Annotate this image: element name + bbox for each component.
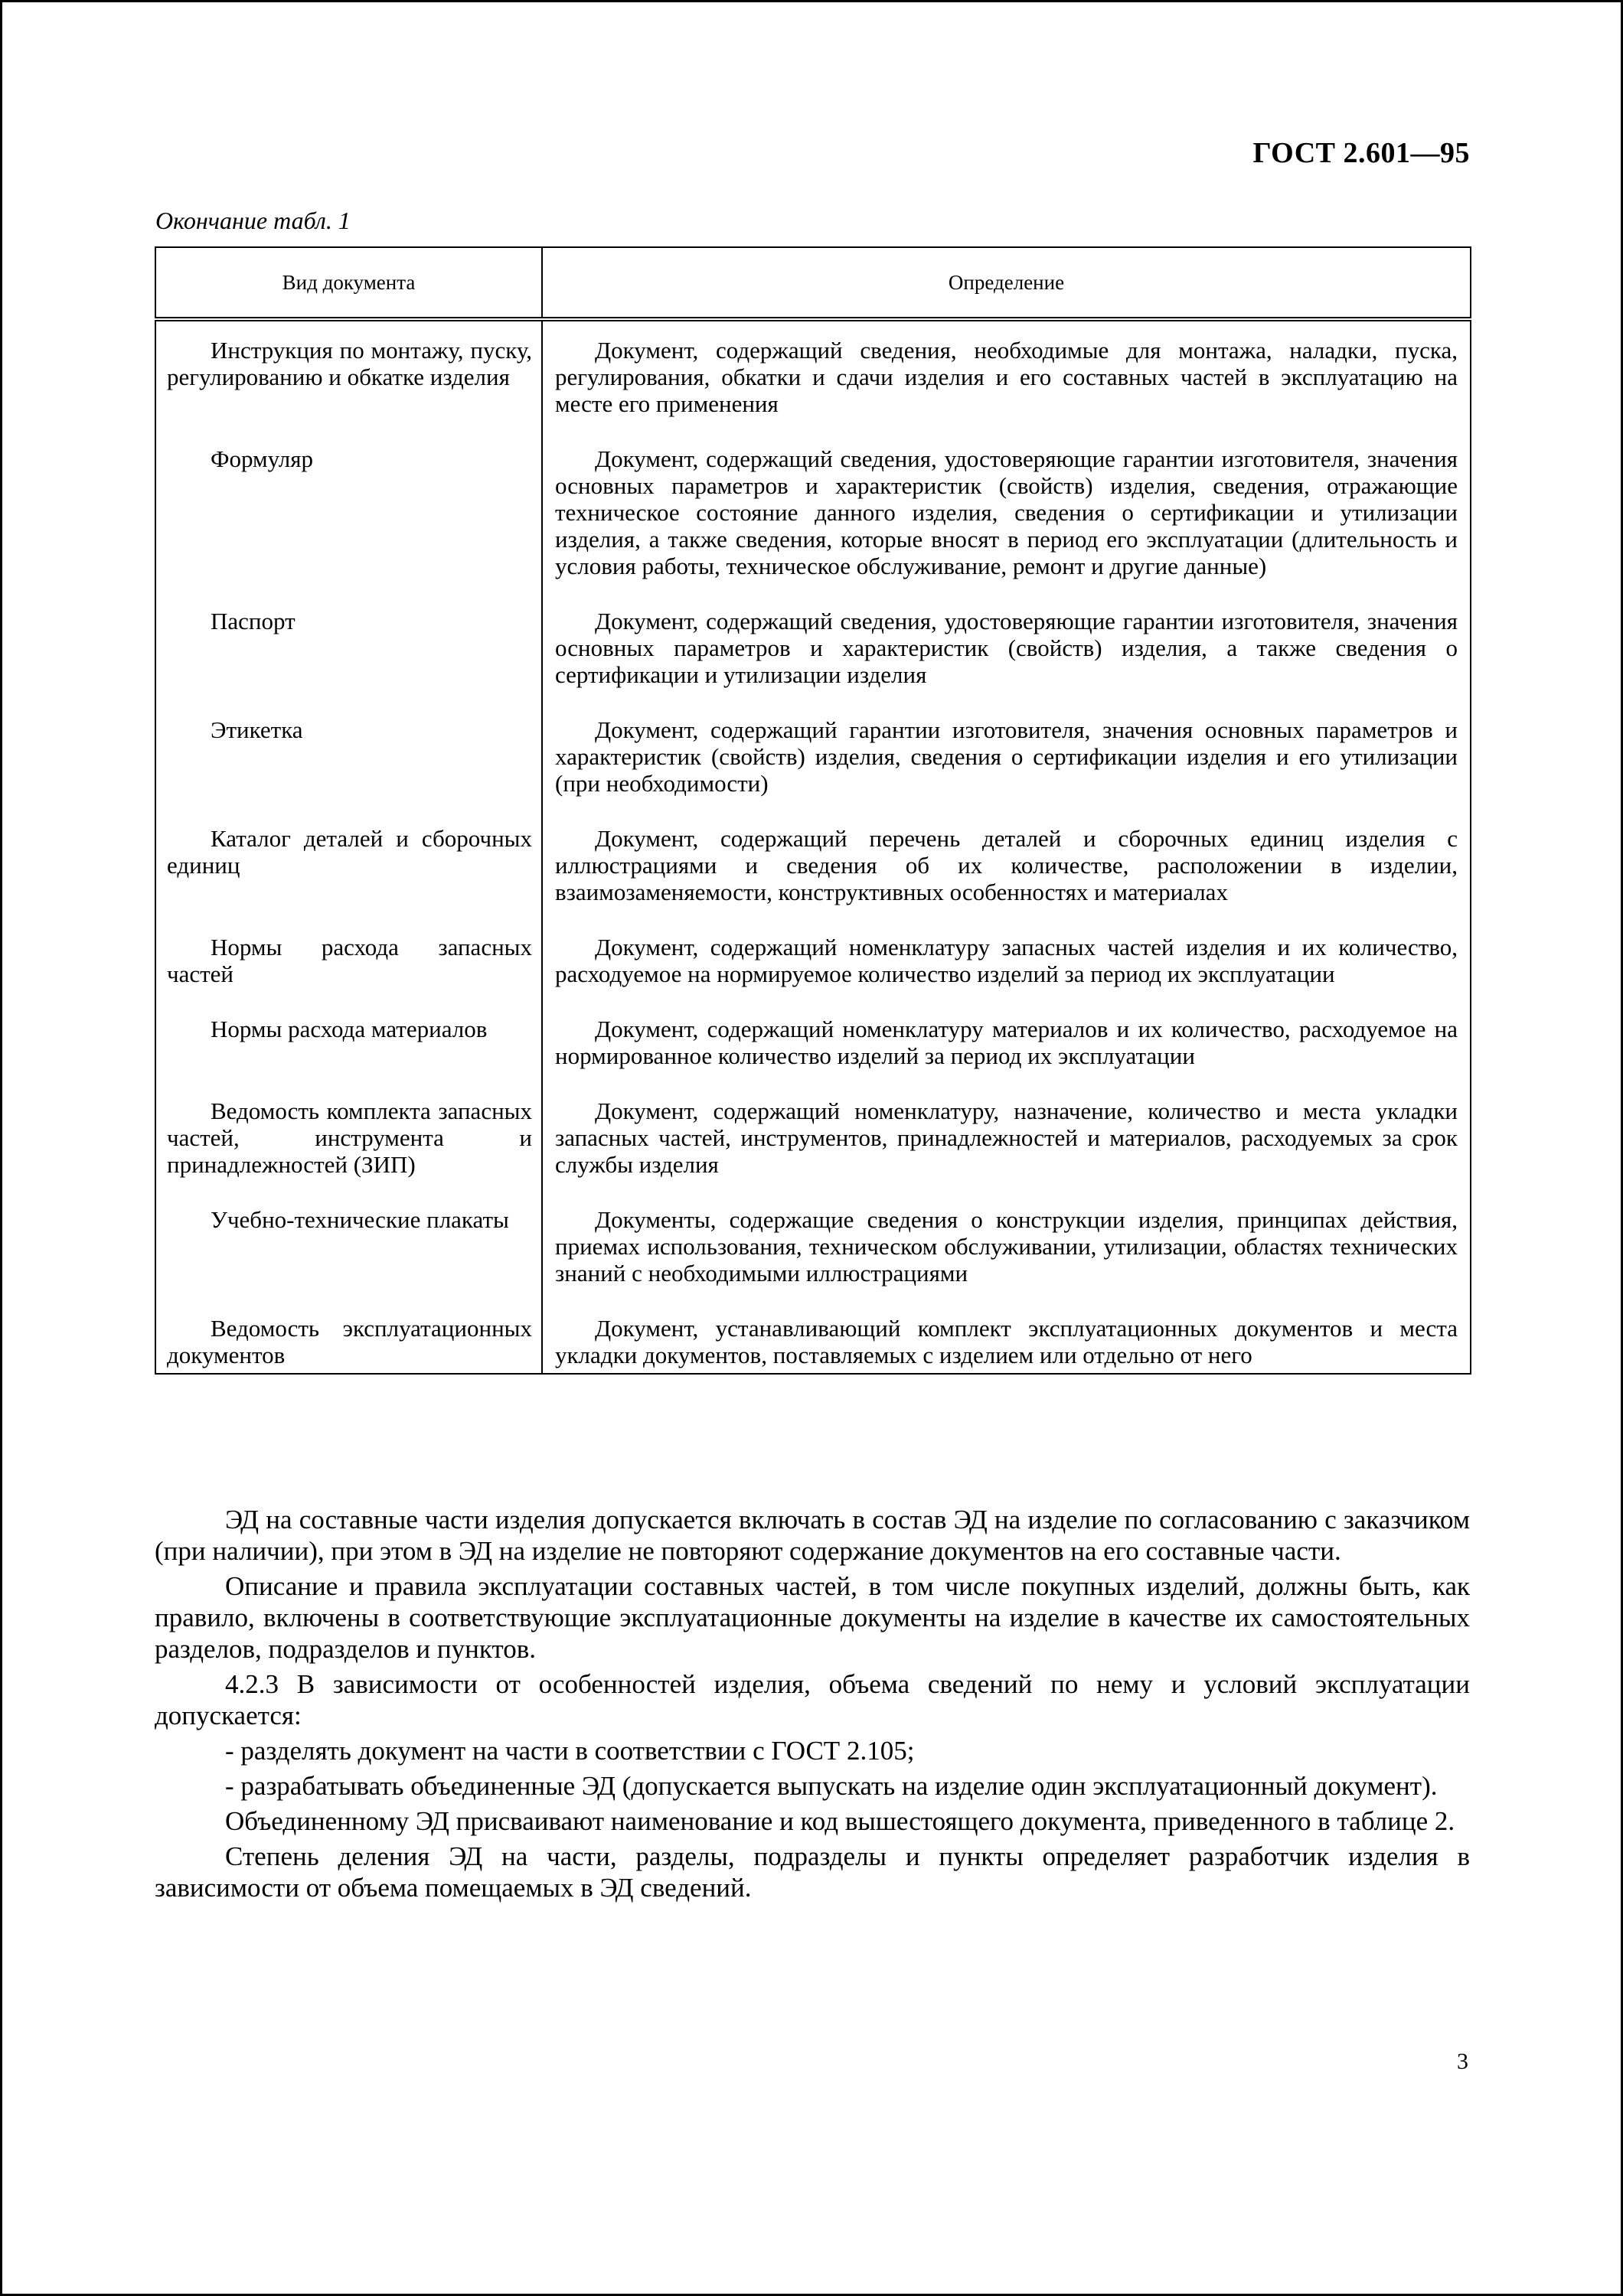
table-row bbox=[155, 319, 1471, 445]
table-row bbox=[155, 608, 1471, 716]
definition-cell: Документ, содержащий сведения, необходимые для монтажа, наладки, пуска, регулирования, обкатки и сдачи изделия и его составных частей в эксплуатацию на месте его применения bbox=[542, 319, 1471, 445]
column-header-document-type: Вид документа bbox=[155, 247, 542, 319]
document-type-cell: Ведомость комплекта запасных частей, инструмента и принадлежностей (ЗИП) bbox=[155, 1097, 542, 1206]
column-header-definition: Определение bbox=[542, 247, 1471, 319]
document-type-cell: Формуляр bbox=[155, 445, 542, 608]
definition-cell: Документ, содержащий гарантии изготовителя, значения основных параметров и характеристик (свойств) изделия, сведения о сертификации изделия и его утилизации (при необходимости) bbox=[542, 716, 1471, 825]
definition-cell: Документ, содержащий сведения, удостоверяющие гарантии изготовителя, значения основных параметров и характеристик (свойств) изделия, а также сведения о сертификации и утилизации изделия bbox=[542, 608, 1471, 716]
paragraph: 4.2.3 В зависимости от особенностей изделия, объема сведений по нему и условий эксплуатации допускается: bbox=[155, 1669, 1470, 1730]
table-header-row bbox=[155, 247, 1471, 319]
document-type-cell: Нормы расхода материалов bbox=[155, 1016, 542, 1097]
table-row bbox=[155, 934, 1471, 1016]
document-type-cell: Инструкция по монтажу, пуску, регулированию и обкатке изделия bbox=[155, 319, 542, 445]
paragraph: Объединенному ЭД присваивают наименование и код вышестоящего документа, приведенного в таблице 2. bbox=[225, 1806, 1455, 1836]
body-text bbox=[155, 1504, 1470, 1907]
page-number: 3 bbox=[1457, 2049, 1468, 2074]
table-row bbox=[155, 716, 1471, 825]
table-row bbox=[155, 1315, 1471, 1374]
paragraph: Степень деления ЭД на части, разделы, подразделы и пункты определяет разработчик изделия в зависимости от объема помещаемых в ЭД сведений. bbox=[155, 1841, 1470, 1903]
document-type-cell: Нормы расхода запасных частей bbox=[155, 934, 542, 1016]
document-type-cell: Паспорт bbox=[155, 608, 542, 716]
table-row bbox=[155, 445, 1471, 608]
document-type-cell: Ведомость эксплуатационных документов bbox=[155, 1315, 542, 1374]
paragraph: ЭД на составные части изделия допускается включать в состав ЭД на изделие по согласованию с заказчиком (при наличии), при этом в ЭД на изделие не повторяют содержание документов на его составные части. bbox=[155, 1505, 1470, 1566]
definition-cell: Документ, содержащий сведения, удостоверяющие гарантии изготовителя, значения основных параметров и характеристик (свойств) изделия, сведения, отражающие техническое состояние данного изделия, сведения о сертификации и утилизации изделия, а также сведения, которые вносят в период его эксплуатации (длительность и условия работы, техническое обслуживание, ремонт и другие данные) bbox=[542, 445, 1471, 608]
definition-cell: Документы, содержащие сведения о конструкции изделия, принципах действия, приемах использования, техническом обслуживании, утилизации, областях технических знаний с необходимыми иллюстрациями bbox=[542, 1206, 1471, 1315]
definition-cell: Документ, устанавливающий комплект эксплуатационных документов и места укладки документов, поставляемых с изделием или отдельно от него bbox=[542, 1315, 1471, 1374]
list-item: - разделять документ на части в соответствии с ГОСТ 2.105; bbox=[225, 1736, 915, 1766]
table-caption: Окончание табл. 1 bbox=[155, 207, 351, 234]
list-item: - разрабатывать объединенные ЭД (допускается выпускать на изделие один эксплуатационный документ). bbox=[225, 1771, 1438, 1801]
definition-cell: Документ, содержащий номенклатуру материалов и их количество, расходуемое на нормированное количество изделий за период их эксплуатации bbox=[542, 1016, 1471, 1097]
definition-cell: Документ, содержащий номенклатуру запасных частей изделия и их количество, расходуемое на нормируемое количество изделий за период их эксплуатации bbox=[542, 934, 1471, 1016]
document-type-cell: Каталог деталей и сборочных единиц bbox=[155, 825, 542, 934]
document-code: ГОСТ 2.601—95 bbox=[1252, 137, 1470, 169]
definition-cell: Документ, содержащий номенклатуру, назначение, количество и места укладки запасных частей, инструментов, принадлежностей и материалов, расходуемых за срок службы изделия bbox=[542, 1097, 1471, 1206]
table-row bbox=[155, 1016, 1471, 1097]
table-row bbox=[155, 1097, 1471, 1206]
definition-cell: Документ, содержащий перечень деталей и сборочных единиц изделия с иллюстрациями и сведения об их количестве, расположении в изделии, взаимозаменяемости, конструктивных особенностях и материалах bbox=[542, 825, 1471, 934]
table-row bbox=[155, 825, 1471, 934]
document-type-cell: Учебно-технические плакаты bbox=[155, 1206, 542, 1315]
table-row bbox=[155, 1206, 1471, 1315]
paragraph: Описание и правила эксплуатации составных частей, в том числе покупных изделий, должны быть, как правило, включены в соответствующие эксплуатационные документы на изделие в качестве их самостоятельных разделов, подразделов и пунктов. bbox=[155, 1571, 1470, 1664]
document-type-cell: Этикетка bbox=[155, 716, 542, 825]
document-types-table bbox=[155, 246, 1471, 1375]
